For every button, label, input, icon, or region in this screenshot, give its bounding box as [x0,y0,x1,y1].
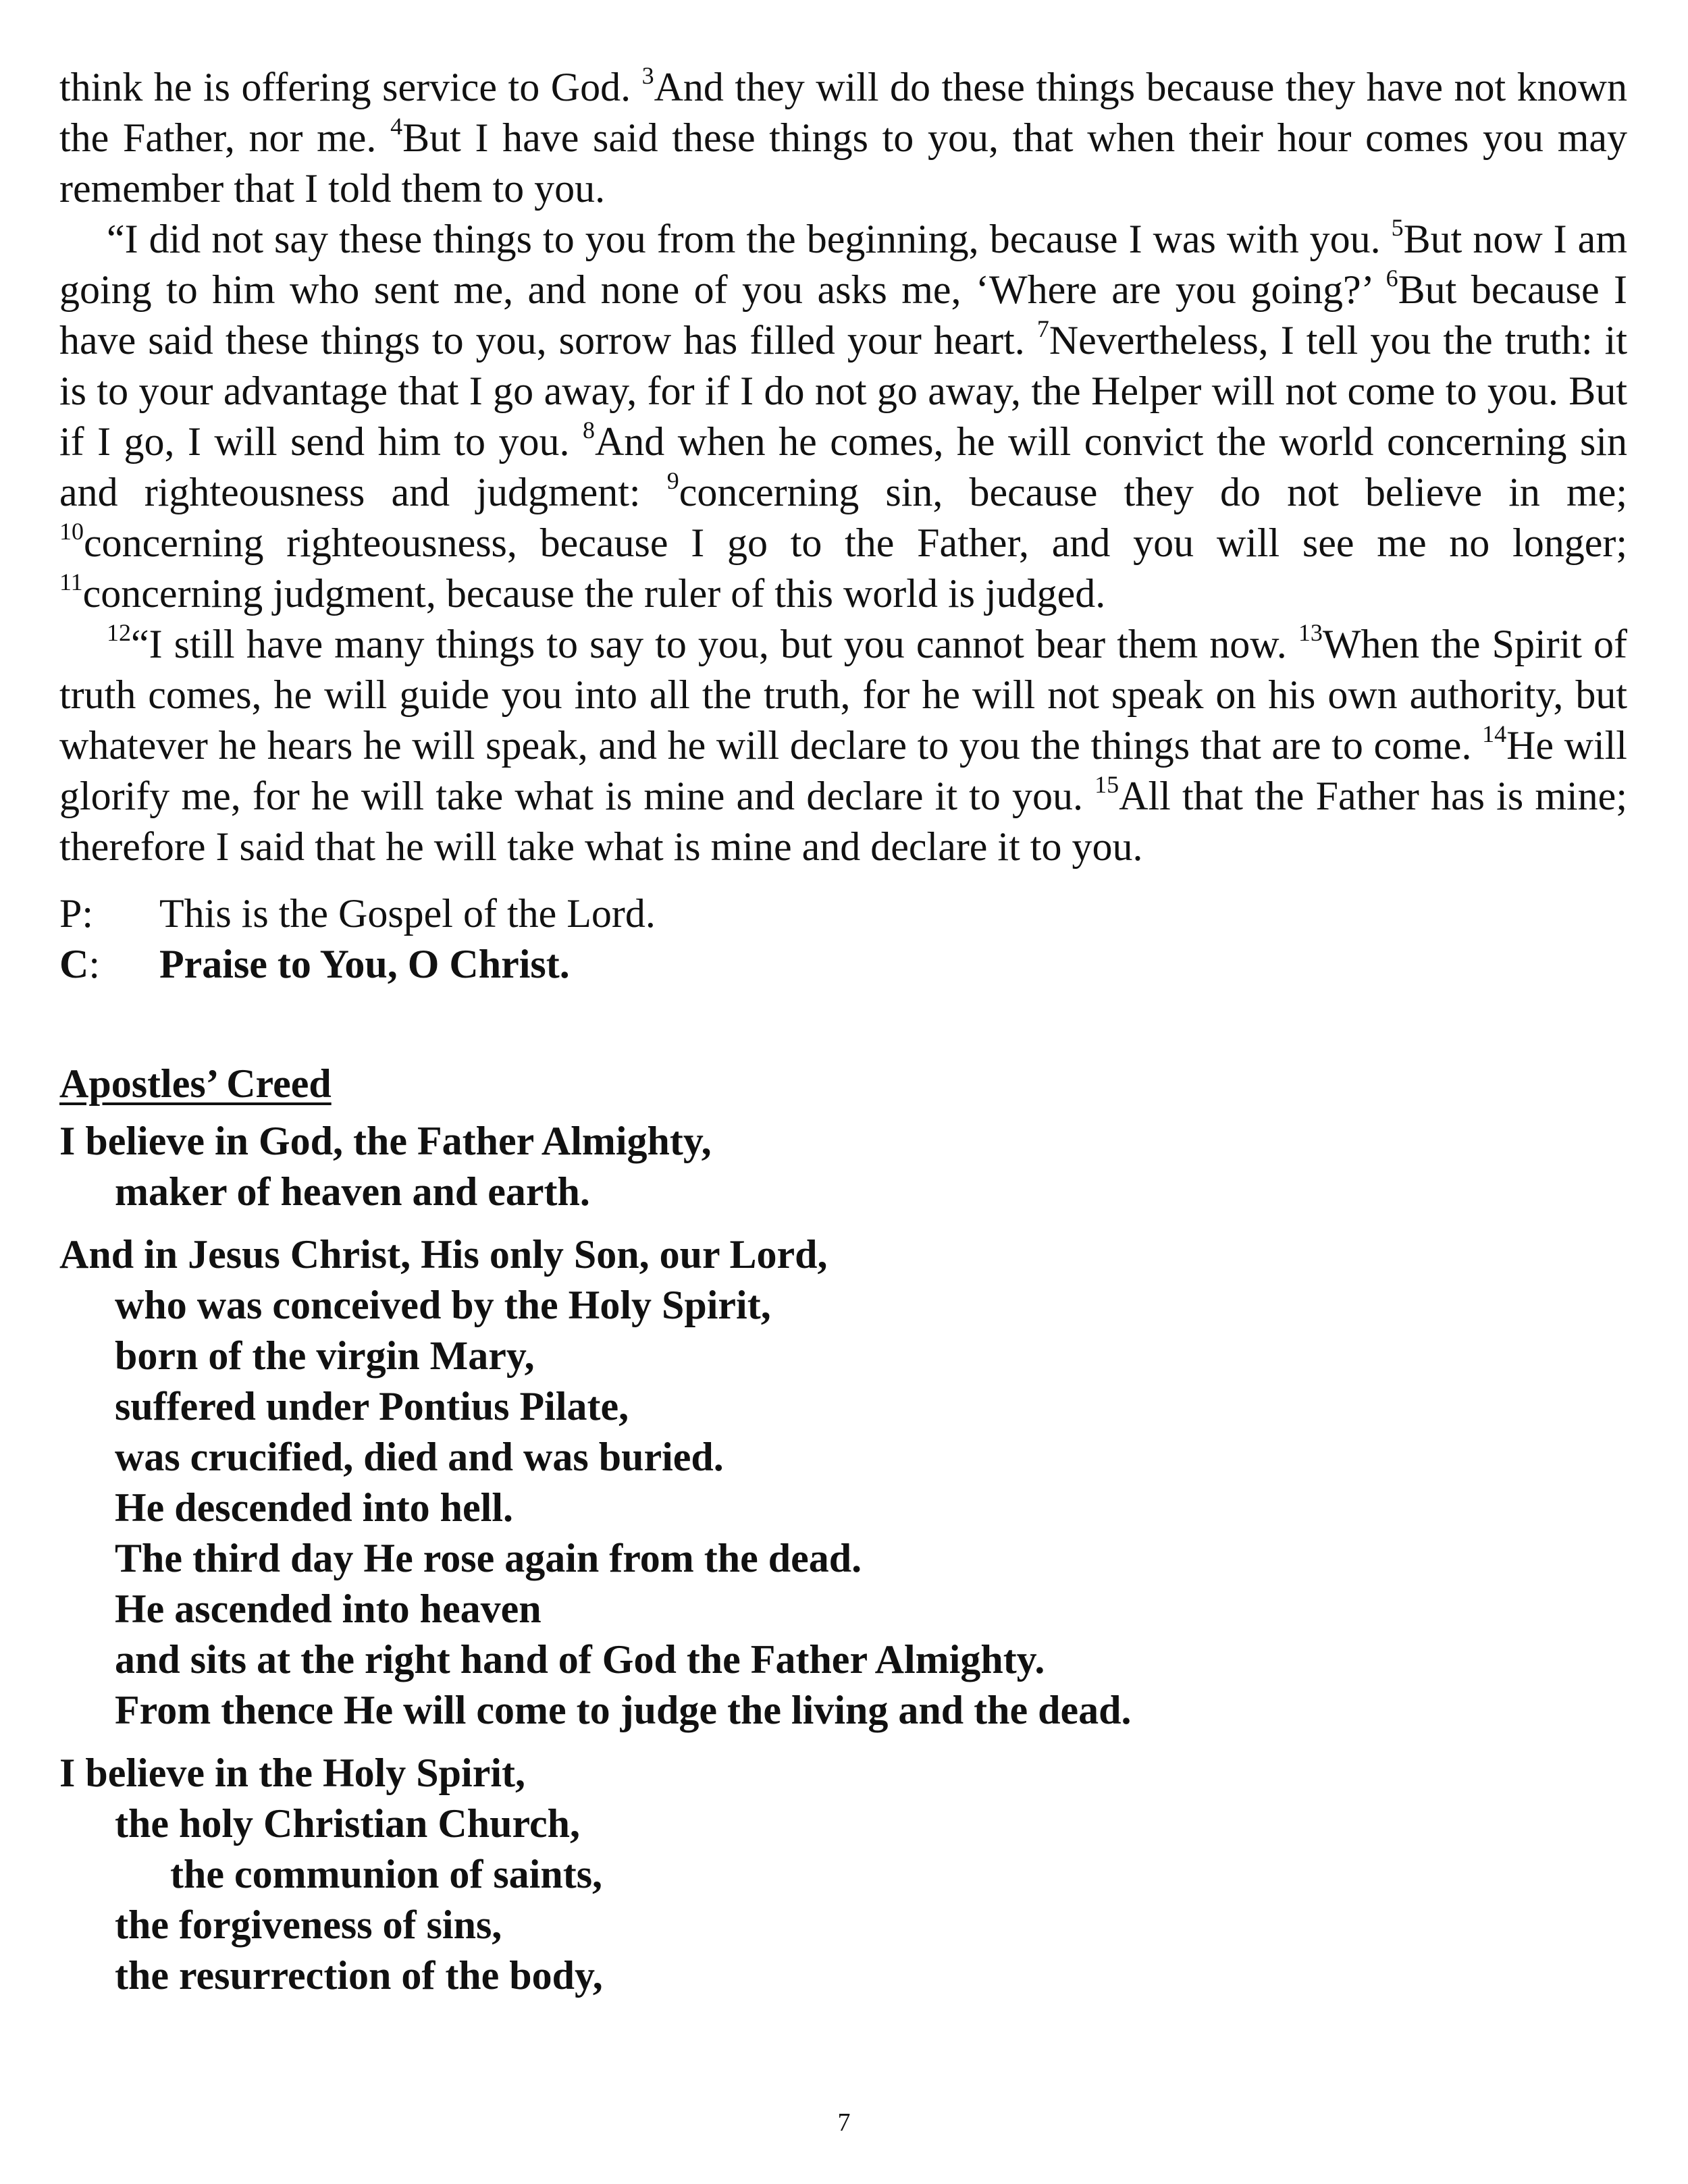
creed-line: the holy Christian Church, [115,1801,581,1846]
verse-number: 8 [582,417,595,444]
congregation-line [59,939,1627,990]
creed-line: the resurrection of the body, [115,1953,603,1998]
creed-line: I believe in God, the Father Almighty, [59,1119,712,1163]
verse-text: When the Spirit of truth comes, he will guide you into all the truth, for he will not speak on his own authority, but whatever he hears he will speak, and he will declare to you the things that are to come. [59,622,1628,768]
verse-number: 3 [641,62,654,89]
congregation-label [59,939,159,990]
verse-number: 13 [1298,619,1323,646]
verse-text: Nevertheless, I tell you the truth: it is to your advantage that I go away, for if I do not go away, the Helper will not come to you. But if I go, I will send him to you. [59,318,1628,464]
creed-line: And in Jesus Christ, His only Son, our Lord, [59,1232,828,1277]
verse-text: But I have said these things to you, that when their hour comes you may remember that I told them to you. [59,115,1628,211]
verse-number: 5 [1391,214,1404,241]
verse-text: He will glorify me, for he will take what is mine and declare it to you. [59,723,1627,818]
creed-line: the forgiveness of sins, [115,1902,502,1947]
creed-line: who was conceived by the Holy Spirit, [115,1283,771,1327]
gospel-paragraph-2 [59,214,1627,619]
verse-number: 11 [59,568,83,595]
verse-number: 15 [1094,771,1119,798]
creed-line: From thence He will come to judge the living and the dead. [115,1688,1132,1732]
verse-text: “I still have many things to say to you, but you cannot bear them now. [131,622,1298,666]
creed-line: I believe in the Holy Spirit, [59,1751,525,1795]
verse-text: But because I have said these things to you, sorrow has filled your heart. [59,267,1627,363]
document-page [59,62,1627,2001]
pastor-line [59,888,1627,939]
creed-line: the communion of saints, [170,1852,603,1896]
congregation-letter: C [59,942,89,986]
verse-text: All that the Father has is mine; therefore I said that he will take what is mine and declare it to you. [59,774,1627,869]
verse-text: And when he comes, he will convict the world concerning sin and righteousness and judgment: [59,419,1627,514]
verse-number: 7 [1036,315,1049,342]
creed-line: He ascended into heaven [115,1587,542,1631]
gospel-paragraph-3 [59,619,1627,872]
pastor-text: This is the Gospel of the Lord. [159,891,656,936]
verse-text: But now I am going to him who sent me, and none of you asks me, ‘Where are you going?’ [59,217,1627,312]
gospel-paragraph-1 [59,62,1627,214]
verse-text: And they will do these things because they have not known the Father, nor me. [59,65,1627,160]
creed-line: suffered under Pontius Pilate, [115,1384,629,1429]
verse-text: “I did not say these things to you from the beginning, because I was with you. [107,217,1392,261]
gospel-response [59,888,1627,990]
verse-number: 10 [59,518,84,545]
verse-text: think he is offering service to God. [59,65,642,109]
creed-stanza-3 [59,1748,1627,2001]
creed-line: The third day He rose again from the dead. [115,1536,862,1580]
congregation-text: Praise to You, O Christ. [159,942,570,986]
creed-line: He descended into hell. [115,1485,514,1530]
verse-text: concerning righteousness, because I go to the Father, and you will see me no longer; [84,521,1627,565]
congregation-colon: : [88,942,101,986]
verse-number: 12 [107,619,131,646]
pastor-label: P: [59,891,94,936]
creed-stanza-2 [59,1229,1627,1736]
verse-number: 14 [1482,720,1507,747]
creed-line: was crucified, died and was buried. [115,1435,724,1479]
verse-number: 9 [666,467,679,494]
verse-text: concerning judgment, because the ruler of this world is judged. [82,571,1106,616]
creed-text [59,1116,1627,2001]
verse-number: 4 [390,113,403,140]
creed-line: born of the virgin Mary, [115,1333,535,1378]
creed-line: and sits at the right hand of God the Father Almighty. [115,1637,1045,1682]
creed-line: maker of heaven and earth. [115,1169,590,1214]
verse-number: 6 [1386,265,1398,292]
verse-text: concerning sin, because they do not believe in me; [679,470,1628,514]
page-number: 7 [837,2108,851,2137]
creed-stanza-1 [59,1116,1627,1217]
section-heading: Apostles’ Creed [59,1061,332,1106]
